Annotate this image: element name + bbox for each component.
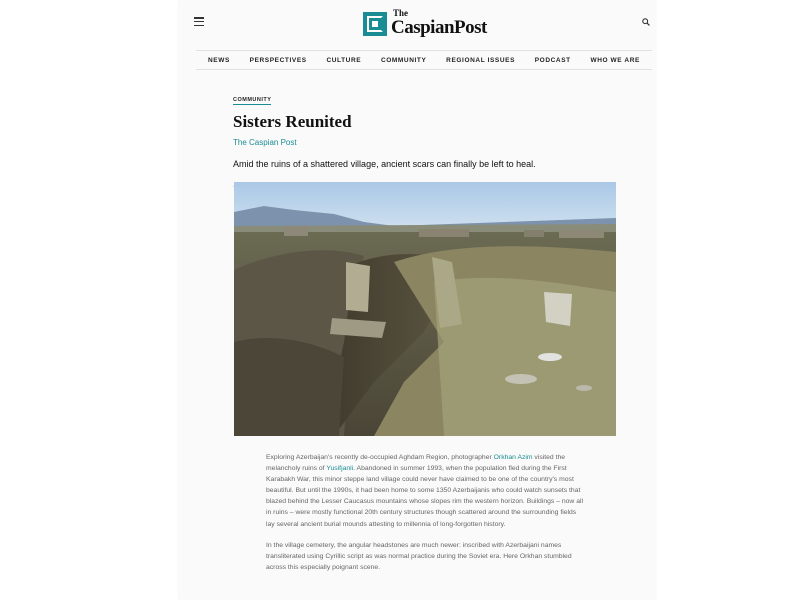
body-text-span: visited the melancholy ruins of [266,454,566,473]
site-header [178,0,656,50]
article-hero-image [234,182,616,436]
logo-name: CaspianPost [391,16,487,38]
nav-item-perspectives[interactable]: PERSPECTIVES [249,56,307,64]
body-text-span: Exploring Azerbaijan's recently de-occupied Aghdam Region, photographer [266,454,494,461]
logo-text [391,7,487,38]
main-nav [196,50,652,70]
nav-item-news[interactable]: NEWS [208,56,230,64]
nav-item-podcast[interactable]: PODCAST [534,56,571,64]
category-tag[interactable]: COMMUNITY [233,97,272,103]
body-paragraph-1 [266,452,584,530]
nav-item-who-we-are[interactable]: WHO WE ARE [590,56,640,64]
body-text-span: . Abandoned in summer 1993, when the population fled during the First Karabakh War, this minor steppe land village could never have claimed to be one of the country's most beautiful. But until the 1990s, it had been home to some 1350 Azerbaijanis who could watch sunsets that blazed behind the Lesser Caucasus mountains whose slopes rim the western horizon. Buildings – now all in ruins – were mostly functional 20th century structures though scattered around the surrounding fields lay several ancient burial mounds attesting to millennia of long-forgotten history. [266,465,583,528]
village-link[interactable]: Yusifjanli [326,465,354,473]
article-body [266,452,584,583]
author-link[interactable]: The Caspian Post [233,138,297,148]
hamburger-menu-icon[interactable] [194,17,204,26]
nav-item-regional-issues[interactable]: REGIONAL ISSUES [446,56,516,64]
article-header [233,88,617,189]
site-logo[interactable] [363,7,487,38]
logo-the: The [393,7,409,18]
nav-item-community[interactable]: COMMUNITY [380,56,427,64]
search-icon[interactable] [642,18,650,26]
body-paragraph-2: In the village cemetery, the angular headstones are much newer: inscribed with Azerbaijani names transliterated using Cyrillic script as was normal practice during the Soviet era. Here Orkhan stumbled across this especially poignant scene. [266,541,572,571]
photographer-link[interactable]: Orkhan Azim [493,454,533,461]
logo-mark-icon [363,12,387,36]
article-standfirst: Amid the ruins of a shattered village, ancient scars can finally be left to heal. [233,159,536,170]
nav-item-culture[interactable]: CULTURE [326,56,362,64]
article-title: Sisters Reunited [233,112,352,131]
